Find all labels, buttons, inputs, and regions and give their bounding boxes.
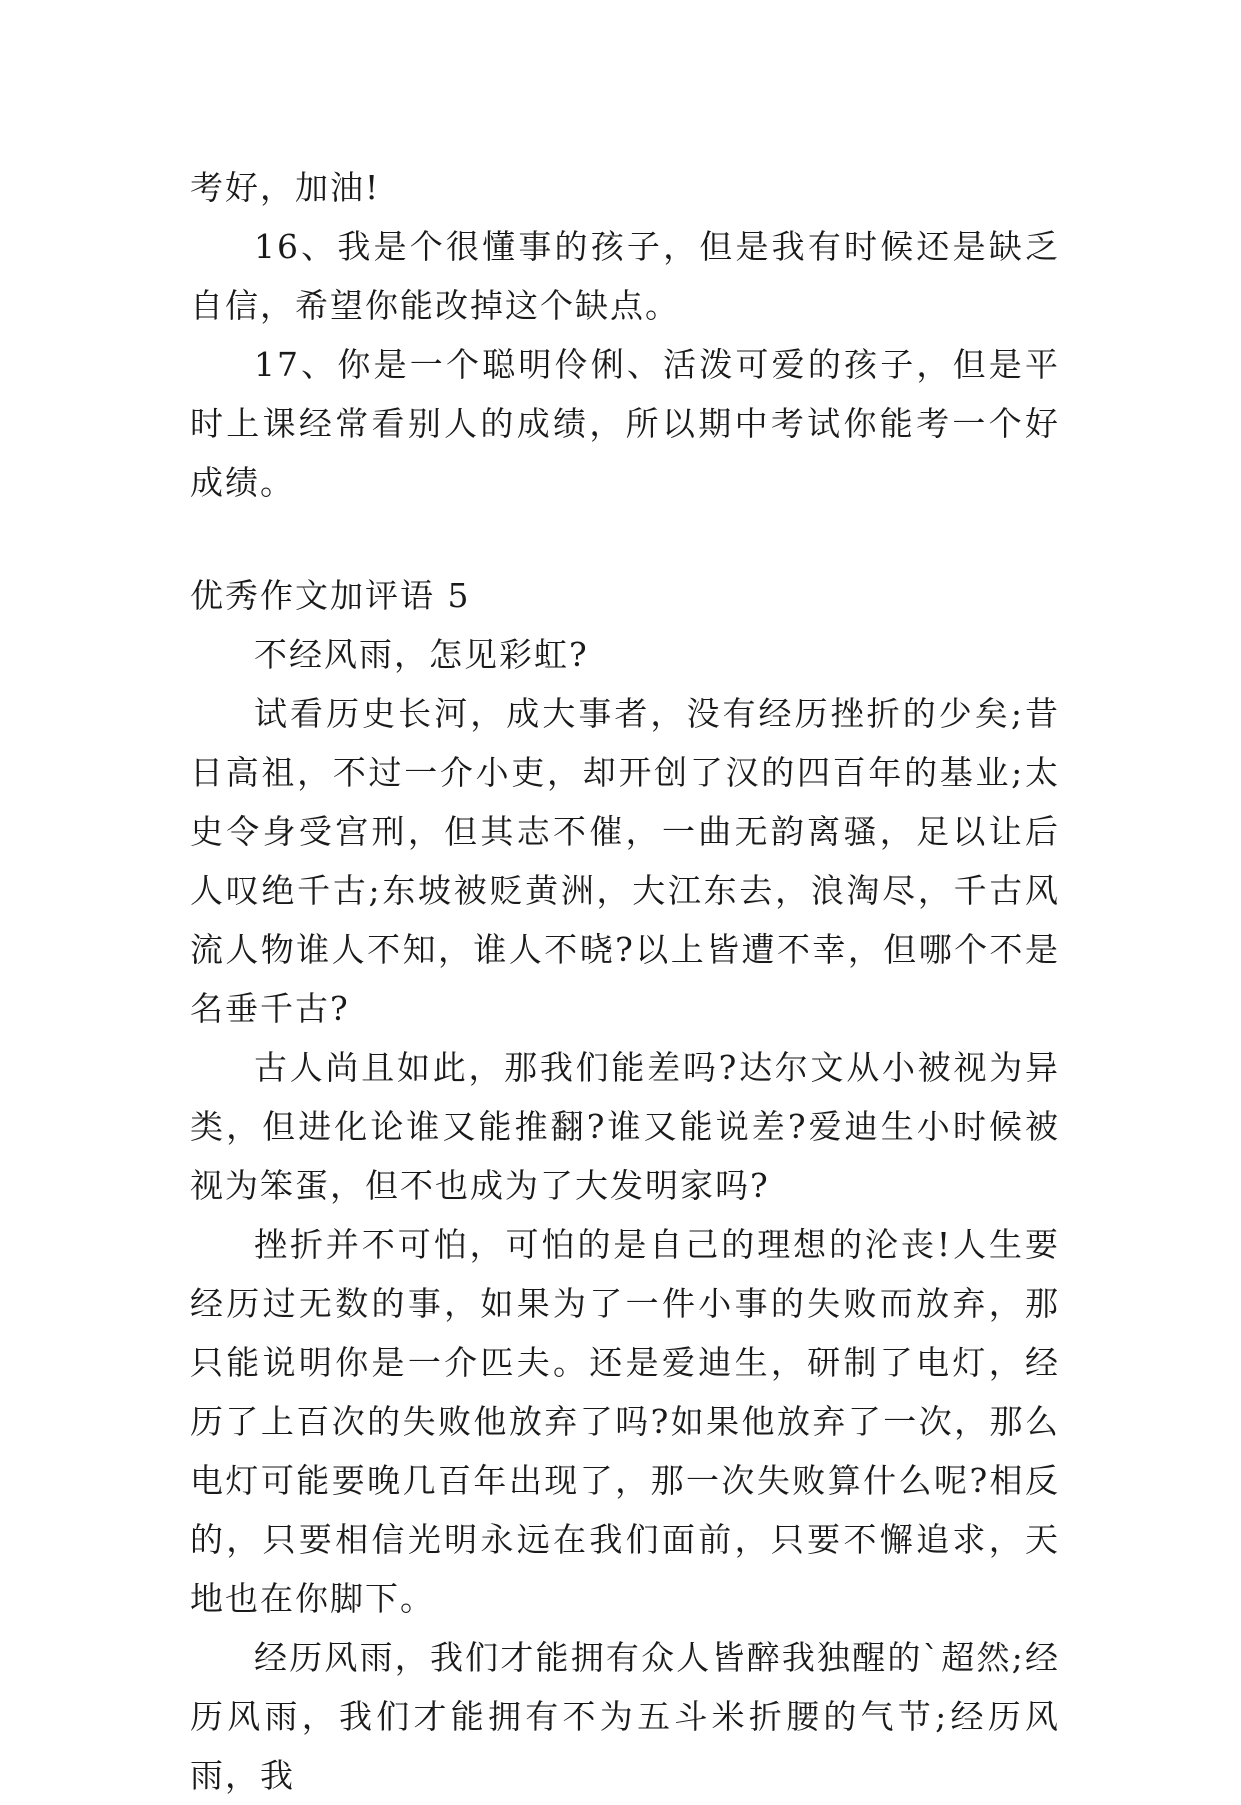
- paragraph-2: 16、我是个很懂事的孩子，但是我有时候还是缺乏自信，希望你能改掉这个缺点。: [190, 227, 1060, 325]
- paragraph-3: 17、你是一个聪明伶俐、活泼可爱的孩子，但是平时上课经常看别人的成绩，所以期中考试你能考一个好成绩。: [190, 345, 1060, 502]
- paragraph-4: 不经风雨，怎见彩虹?: [254, 635, 589, 674]
- paragraph-7: 挫折并不可怕，可怕的是自己的理想的沦丧!人生要经历过无数的事，如果为了一件小事的失败而放弃，那只能说明你是一介匹夫。还是爱迪生，研制了电灯，经历了上百次的失败他放弃了吗?如果他放弃了一次，那么电灯可能要晚几百年出现了，那一次失败算什么呢?相反的，只要相信光明永远在我们面前，只要不懈追求，天地也在你脚下。: [190, 1225, 1060, 1618]
- paragraph-5: 试看历史长河，成大事者，没有经历挫折的少矣;昔日高祖，不过一介小吏，却开创了汉的四百年的基业;太史令身受宫刑，但其志不催，一曲无韵离骚，足以让后人叹绝千古;东坡被贬黄洲，大江东去，浪淘尽，千古风流人物谁人不知，谁人不晓?以上皆遭不幸，但哪个不是名垂千古?: [190, 694, 1060, 1028]
- paragraph-6: 古人尚且如此，那我们能差吗?达尔文从小被视为异类，但进化论谁又能推翻?谁又能说差?爱迪生小时候被视为笨蛋，但不也成为了大发明家吗?: [190, 1048, 1060, 1205]
- paragraph-8: 经历风雨，我们才能拥有众人皆醉我独醒的`超然;经历风雨，我们才能拥有不为五斗米折腰的气节;经历风雨，我: [190, 1638, 1060, 1795]
- document-body: [190, 158, 1060, 1805]
- section-heading: 优秀作文加评语 5: [190, 576, 471, 615]
- paragraph-1: 考好，加油!: [190, 168, 381, 207]
